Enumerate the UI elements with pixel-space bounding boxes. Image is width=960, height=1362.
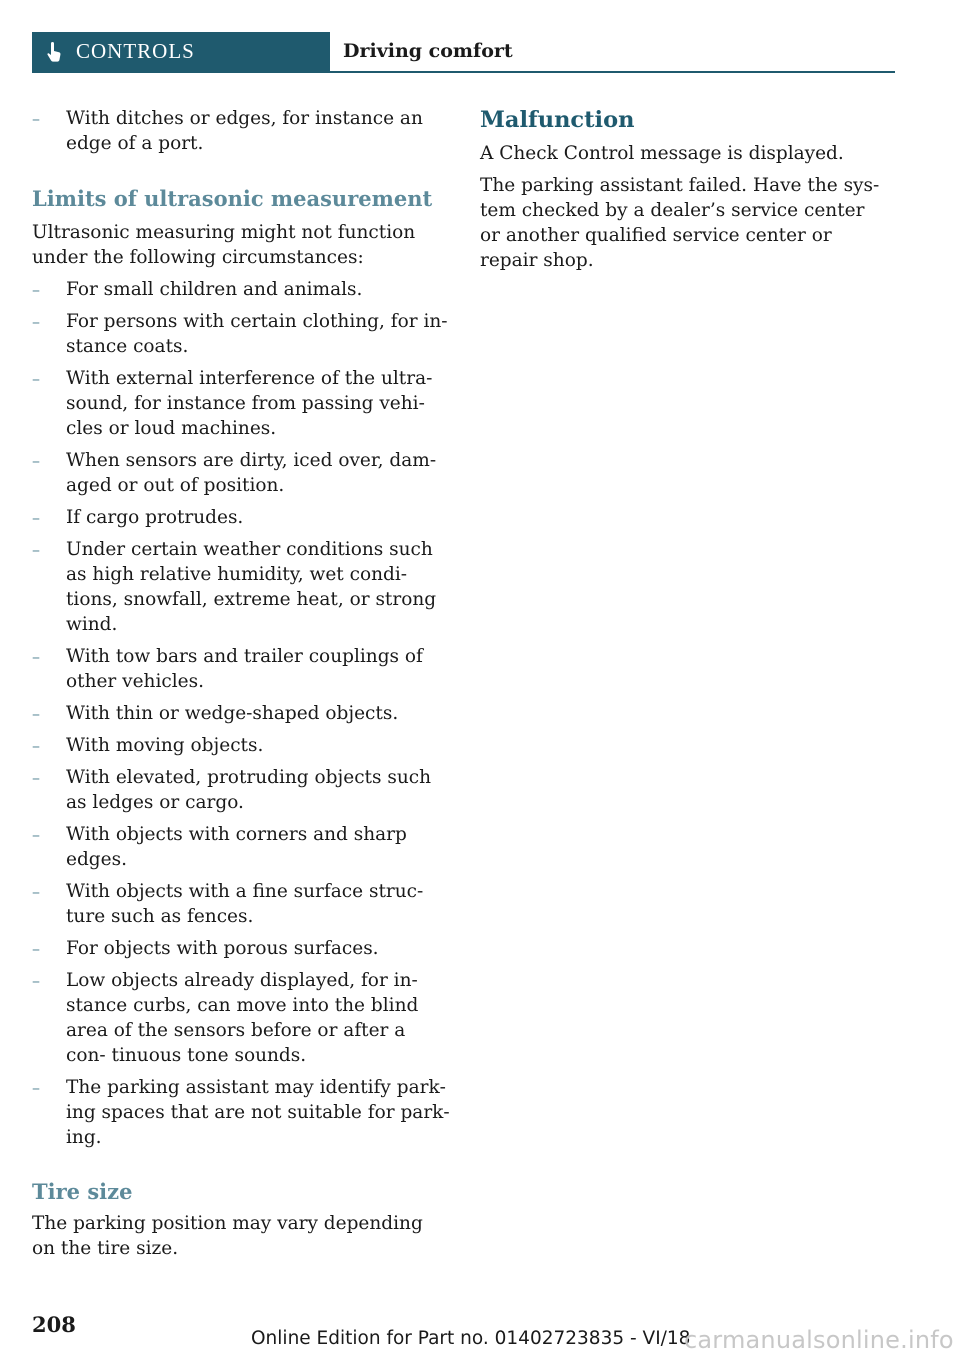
list-item: – With moving objects. [32,733,450,758]
limits-list [32,277,450,1150]
malfunction-instructions: The parking assistant failed. Have the sys‐ tem checked by a dealer’s service center or another qualified service center or repair shop. [480,175,880,271]
hand-pointer-icon [46,42,62,62]
right-column [480,106,890,273]
list-item: – For persons with certain clothing, for in‐ stance coats. [32,309,450,359]
list-item: – With elevated, protruding objects such as ledges or cargo. [32,765,450,815]
page-header [32,32,895,73]
list-item: – With thin or wedge-shaped objects. [32,701,450,726]
list-item: – Low objects already displayed, for in‐ stance curbs, can move into the blind area of the sensors before or after a con‐ tinuous tone sounds. [32,968,450,1068]
watermark: carmanualsonline.info [684,1326,954,1354]
limits-heading: Limits of ultrasonic measurement [32,186,433,211]
list-item: – For objects with porous surfaces. [32,936,450,961]
edition-footer: Online Edition for Part no. 01402723835 - VI/18 [251,1328,691,1349]
list-item: – With objects with corners and sharp edges. [32,822,450,872]
list-item: – Under certain weather conditions such as high relative humidity, wet condi‐ tions, snowfall, extreme heat, or strong wind. [32,537,450,637]
list-item: – The parking assistant may identify park‐ ing spaces that are not suitable for park‐ ing. [32,1075,450,1150]
list-item: – If cargo protrudes. [32,505,450,530]
page-number: 208 [32,1312,76,1337]
list-item: – For small children and animals. [32,277,450,302]
malfunction-message: A Check Control message is displayed. [480,143,844,164]
limits-intro: Ultrasonic measuring might not function under the following circumstances: [32,222,416,268]
chapter-title: Driving comfort [343,40,513,62]
malfunction-heading: Malfunction [480,107,635,133]
list-item: – With ditches or edges, for instance an edge of a port. [32,106,450,156]
tire-size-text: The parking position may vary depending on the tire size. [32,1213,423,1259]
list-item: – When sensors are dirty, iced over, dam‐ aged or out of position. [32,448,450,498]
section-tab [32,32,330,71]
section-label: CONTROLS [76,39,195,63]
left-column [32,106,450,1261]
list-item: – With external interference of the ultra‐ sound, for instance from passing vehi‐ cles or loud machines. [32,366,450,441]
intro-list [32,106,450,156]
list-item: – With tow bars and trailer couplings of other vehicles. [32,644,450,694]
tire-size-heading: Tire size [32,1179,133,1204]
list-item: – With objects with a fine surface struc‐ ture such as fences. [32,879,450,929]
